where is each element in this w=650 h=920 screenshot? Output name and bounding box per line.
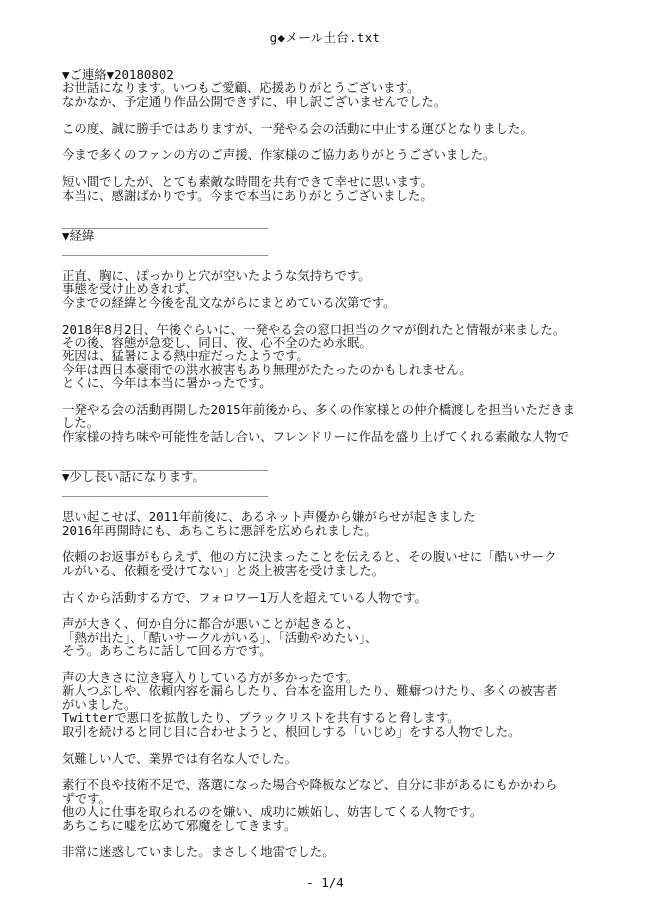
text-line: 非常に迷惑していました。まさしく地雷でした。 <box>62 844 335 860</box>
text-line: 気難しい人で、業界では有名な人でした。 <box>62 750 298 766</box>
text-line: お世話になります。いつもご愛顧、応援ありがとうございます。 <box>62 80 420 96</box>
text-line: 他の人に仕事を取られるのを嫌い、成功に嫉妬し、妨害してくる人物です。 <box>62 804 483 820</box>
text-line: ルがいる、依頼を受けてない」と炎上被害を受けました。 <box>62 562 385 578</box>
text-line: そう。あちこちに話して回る方です。 <box>62 643 272 659</box>
text-line: 古くから活動する方で、フォロワー1万人を超えている人物です。 <box>62 589 427 605</box>
paragraph <box>62 510 602 537</box>
text-line: 一発やる会の活動再開した2015年前後から、多くの作家様との仲介橋渡しを担当いただきま <box>62 402 576 418</box>
text-line: ▼ご連絡▼20180802 <box>62 67 174 82</box>
text-line: なかなか、予定通り作品公開できずに、申し訳ございませんでした。 <box>62 93 447 109</box>
section-title: ▼経緯 <box>62 227 95 243</box>
text-line: 作家様の持ち味や可能性を話し合い、フレンドリーに作品を盛り上げてくれる素敵な人物で <box>62 428 570 444</box>
document-body <box>62 68 602 859</box>
paragraph <box>62 617 602 657</box>
section-divider: ______________________________ <box>62 241 268 257</box>
text-line: 「熱が出た」、「酷いサークルがいる」、「活動やめたい」、 <box>62 629 378 645</box>
paragraph <box>62 550 602 577</box>
paragraph <box>62 591 602 604</box>
paragraph <box>62 403 602 443</box>
text-line: 2018年8月2日、午後ぐらいに、一発やる会の窓口担当のクマが倒れたと情報が来ました。 <box>62 321 566 337</box>
paragraph <box>62 323 602 390</box>
text-line: あちこちに嘘を広めて邪魔をしてきます。 <box>62 817 297 833</box>
page-number: - 1/4 <box>306 875 344 890</box>
text-line: 思い起こせば、2011年前後に、あるネット声優から嫌がらせが起きました <box>62 509 476 525</box>
text-line: 事態を受け止めきれず、 <box>62 281 198 297</box>
section-divider: ______________________________ <box>62 214 268 230</box>
text-line: 死因は、猛暑による熱中症だったようです。 <box>62 348 309 364</box>
text-line: 正直、胸に、ぽっかりと穴が空いたような気持ちです。 <box>62 268 371 284</box>
text-line: 依頼のお返事がもらえず、他の方に決まったことを伝えると、その腹いせに「酷いサーク <box>62 549 557 565</box>
text-line: 今年は西日本豪雨での洪水被害もあり無理がたたったのかもしれません。 <box>62 361 472 377</box>
section-heading-block <box>62 457 602 497</box>
paragraph <box>62 68 602 108</box>
text-line: ずです。 <box>62 790 111 806</box>
text-line: 素行不良や技術不足で、落選になった場合や降板などなど、自分に非があるにもかかわら <box>62 777 558 793</box>
text-line: がいました。 <box>62 696 137 712</box>
paragraph <box>62 269 602 309</box>
paragraph <box>62 845 602 858</box>
text-line: 声が大きく、何か自分に都合が悪いことが起きると、 <box>62 616 360 632</box>
text-line: 取引を続けると同じ目に合わせようと、根回しする「いじめ」をする人物でした。 <box>62 723 521 739</box>
text-line: 2016年再開時にも、あちこちに悪評を広められました。 <box>62 522 377 538</box>
text-line: とくに、今年は本当に暑かったです。 <box>62 375 272 391</box>
text-line: 短い間でしたが、とても素敵な時間を共有できて幸せに思います。 <box>62 174 433 190</box>
section-heading-block <box>62 215 602 255</box>
page-header-filename: g◆メール土台.txt <box>269 30 381 45</box>
paragraph <box>62 778 602 832</box>
section-divider: ______________________________ <box>62 455 268 471</box>
text-line: 新人つぶしや、依頼内容を漏らしたり、台本を盗用したり、難癖つけたり、多くの被害者 <box>62 683 558 699</box>
section-title: ▼少し長い話になります。 <box>62 469 205 485</box>
section-divider: ______________________________ <box>62 482 268 498</box>
text-line: 声の大きさに泣き寝入りしている方が多かったです。 <box>62 670 359 686</box>
paragraph <box>62 175 602 202</box>
paragraph <box>62 752 602 765</box>
text-line: 今まで多くのファンの方のご声援、作家様のご協力ありがとうございました。 <box>62 147 496 163</box>
text-line: した。 <box>62 415 100 431</box>
paragraph <box>62 671 602 738</box>
text-line: 本当に、感謝ばかりです。今まで本当にありがとうございました。 <box>62 187 433 203</box>
text-line: Twitterで悪口を拡散したり、ブラックリストを共有すると脅します。 <box>62 710 460 726</box>
paragraph <box>62 122 602 135</box>
text-line: その後、容態が急変し、同日、夜、心不全のため永眠。 <box>62 335 372 351</box>
text-line: 今までの経緯と今後を乱文ながらにまとめている次第です。 <box>62 294 396 310</box>
text-line: この度、誠に勝手ではありますが、一発やる会の活動に中止する運びとなりました。 <box>62 120 533 136</box>
paragraph <box>62 148 602 161</box>
